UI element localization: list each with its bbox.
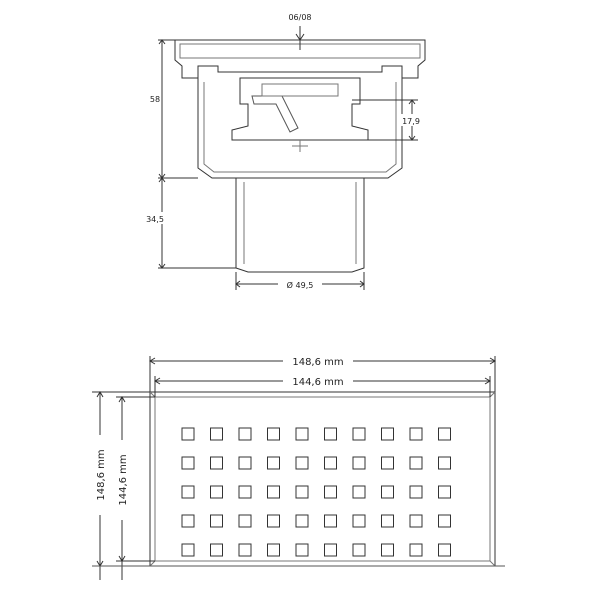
label-06-08: 06/08 [288, 13, 312, 22]
grate-slot [439, 428, 451, 440]
grate-slot [353, 544, 365, 556]
grate-slot [182, 515, 194, 527]
grate-slot [239, 457, 251, 469]
label-outer-width: 148,6 mm [292, 357, 344, 368]
grate-slot [353, 428, 365, 440]
label-17-9: 17,9 [402, 117, 420, 126]
label-58: 58 [149, 95, 161, 104]
grate-slot [325, 457, 337, 469]
grate-slot [296, 486, 308, 498]
grate-slot [410, 544, 422, 556]
grate-slot [325, 486, 337, 498]
grate-slot [268, 544, 280, 556]
grate-slot [439, 457, 451, 469]
grate-slot [211, 457, 223, 469]
section-view [158, 26, 425, 290]
grate-slot [296, 515, 308, 527]
grate-slot [439, 544, 451, 556]
grate-slot [182, 544, 194, 556]
grate-slot [325, 515, 337, 527]
grate-outer-frame [150, 392, 495, 566]
grate-slot [211, 515, 223, 527]
grate-slot [268, 457, 280, 469]
grate-slot [382, 515, 394, 527]
plan-view [92, 356, 505, 580]
grate-slot [325, 544, 337, 556]
grate-slot [211, 428, 223, 440]
grate-slot [268, 428, 280, 440]
grate-slot [296, 544, 308, 556]
grate-slot [382, 428, 394, 440]
grate-slot [325, 428, 337, 440]
grate-slot [410, 428, 422, 440]
dim-line-34-5 [158, 178, 236, 268]
grate-slot [439, 515, 451, 527]
grate-inner-frame [155, 397, 490, 561]
label-inner-width: 144,6 mm [292, 377, 344, 388]
grate-slot [296, 457, 308, 469]
grate-slot [382, 544, 394, 556]
grate-slot [239, 428, 251, 440]
grate-slot [268, 515, 280, 527]
drain-body [198, 78, 402, 178]
grate-slot [182, 428, 194, 440]
grate-slot [353, 515, 365, 527]
grate-slot [353, 457, 365, 469]
grate-slot [182, 457, 194, 469]
odour-trap [232, 78, 368, 140]
label-34-5: 34,5 [146, 215, 164, 224]
grate-slot [410, 515, 422, 527]
outlet-pipe [236, 178, 364, 272]
grate-slot [296, 428, 308, 440]
grate-slot [239, 486, 251, 498]
dim-line-58 [158, 40, 198, 178]
grate-slot [182, 486, 194, 498]
label-outlet-diameter: Ø 49,5 [286, 281, 314, 290]
grate-slot [382, 457, 394, 469]
grate-slot [382, 486, 394, 498]
label-outer-height: 148,6 mm [96, 449, 107, 501]
grate-slot [239, 544, 251, 556]
grate-slot [439, 486, 451, 498]
grate-slot [353, 486, 365, 498]
grate-slots [182, 428, 451, 556]
grate-slot [211, 544, 223, 556]
grate-slot [410, 486, 422, 498]
grate-slot [211, 486, 223, 498]
label-inner-height: 144,6 mm [118, 454, 129, 506]
grate-slot [239, 515, 251, 527]
grate-slot [410, 457, 422, 469]
grate-slot [268, 486, 280, 498]
